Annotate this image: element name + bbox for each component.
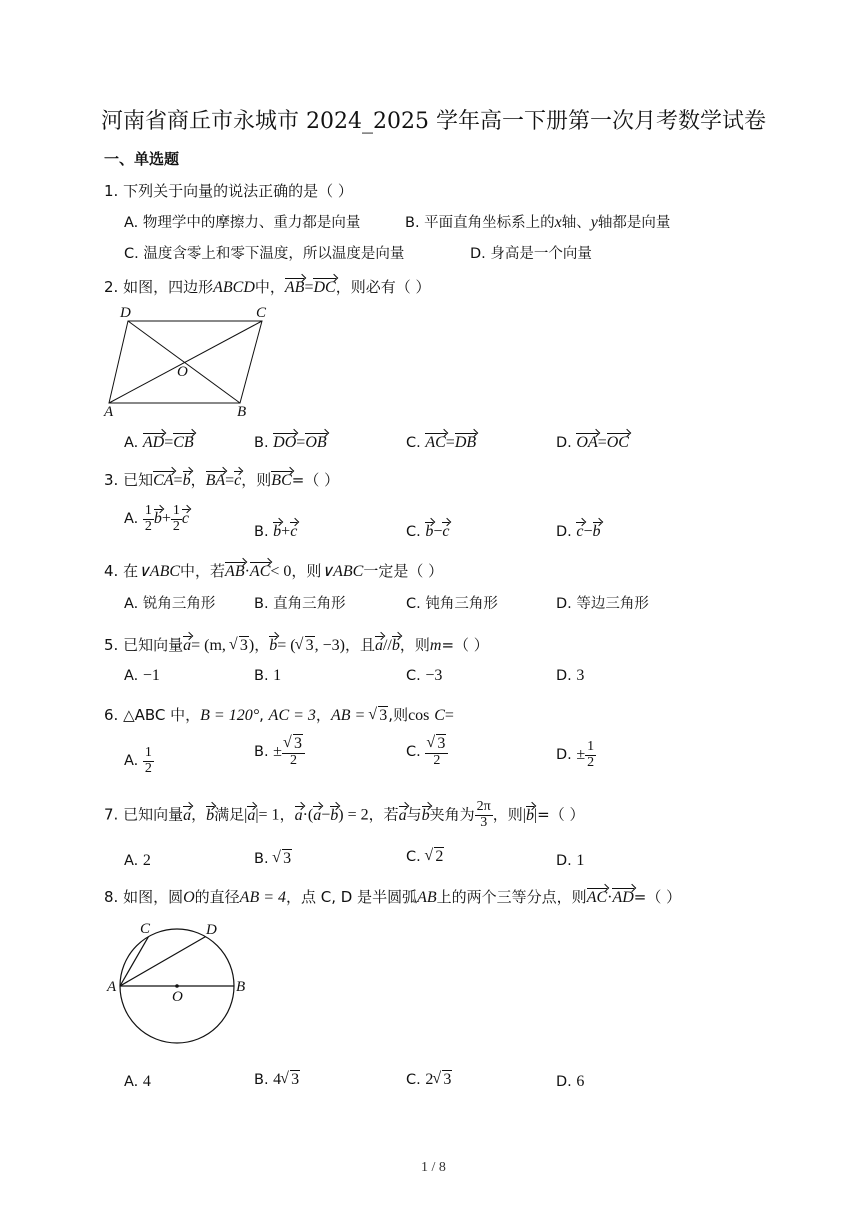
label-a: A: [104, 404, 114, 420]
q7-stem: 7. 已知向量a，b满足|a|= 1，a·(a−b) = 2，若a与b夹角为 $\frac{2\pi}{3}$ ，则|b|=（ ）: [104, 799, 585, 830]
circle-figure: [102, 918, 262, 1058]
q4-stem: 4. 在∨ABC中，若AB·AC< 0，则∨ABC一定是（ ）: [104, 562, 444, 580]
q8-option-c: C. 2√ 3: [406, 1071, 452, 1089]
diagonal-bd: [128, 321, 240, 403]
q6-option-c: C. √ $\frac{3}{2}$: [406, 736, 448, 768]
label-c: C: [256, 305, 267, 321]
q8-stem: 8. 如图，圆O的直径AB = 4，点 C, D 是半圆弧AB上的两个三等分点，则AC·AD=（ ）: [104, 888, 682, 906]
label-c: C: [140, 921, 151, 937]
label-o: O: [177, 364, 188, 380]
parallelogram-figure: [100, 302, 280, 420]
q3-option-b: B. b+c: [254, 523, 298, 540]
q2-option-c: C. AC=DB: [406, 434, 477, 451]
q8-option-d: D. 6: [556, 1073, 585, 1090]
section-heading: 一、单选题: [104, 150, 180, 168]
q7-option-d: D. 1: [556, 852, 585, 869]
label-o: O: [172, 989, 183, 1005]
q1-stem: 1. 下列关于向量的说法正确的是（ ）: [104, 182, 353, 200]
q6-option-d: D. ± $\frac{1}{2}$: [556, 739, 595, 770]
q1-option-d: D. 身高是一个向量: [470, 246, 592, 262]
q7-option-c: C. √ 2: [406, 848, 444, 866]
q3-option-a: A. $\frac{1}{2}$ b+ $\frac{1}{2}$ c: [124, 503, 190, 534]
q6-option-a: A. $\frac{1}{2}$: [124, 745, 152, 776]
q2-option-b: B. DO=OB: [254, 434, 327, 451]
q4-option-a: A. 锐角三角形: [124, 596, 216, 612]
q5-option-d: D. 3: [556, 667, 585, 684]
q6-option-b: B. ± √ $\frac{3}{2}$: [254, 736, 305, 768]
q7-option-b: B. √ 3: [254, 850, 292, 868]
chord-ac: [120, 937, 149, 986]
q5-option-b: B. 1: [254, 667, 282, 684]
q8-option-a: A. 4: [124, 1073, 151, 1090]
diagonal-ac: [109, 321, 262, 403]
q3-option-c: C. b−c: [406, 523, 450, 540]
exam-title: 河南省商丘市永城市 2024_2025 学年高一下册第一次月考数学试卷: [101, 109, 766, 134]
page-number: 1 / 8: [421, 1160, 446, 1175]
q7-option-a: A. 2: [124, 852, 151, 869]
q5-option-a: A. −1: [124, 667, 160, 684]
q3-stem: 3. 已知CA=b，BA=c，则BC=（ ）: [104, 471, 340, 489]
q4-option-c: C. 钝角三角形: [406, 596, 498, 612]
label-b: B: [237, 404, 247, 420]
q1-option-b: B. 平面直角坐标系上的x轴、y轴都是向量: [405, 214, 671, 231]
center-dot: [175, 984, 179, 988]
q4-option-b: B. 直角三角形: [254, 596, 346, 612]
q5-option-c: C. −3: [406, 667, 443, 684]
q3-option-d: D. c−b: [556, 523, 601, 540]
q1-option-a: A. 物理学中的摩擦力、重力都是向量: [124, 215, 361, 231]
q8-option-b: B. 4√ 3: [254, 1071, 300, 1089]
label-b: B: [236, 979, 246, 995]
label-d: D: [206, 922, 217, 938]
q5-stem: 5. 已知向量a= (m, √ 3)，b= (√ 3, −3)，且a//b，则m=（ ）: [104, 634, 489, 655]
q2-option-d: D. OA=OC: [556, 434, 629, 451]
q1-option-c: C. 温度含零上和零下温度，所以温度是向量: [124, 246, 405, 262]
q2-stem: 2. 如图，四边形ABCD中，AB=DC，则必有（ ）: [104, 278, 431, 296]
chord-ad: [120, 937, 206, 986]
q4-option-d: D. 等边三角形: [556, 596, 649, 612]
label-d: D: [120, 305, 131, 321]
q2-option-a: A. AD=CB: [124, 434, 194, 451]
label-a: A: [107, 979, 117, 995]
q6-stem: 6. △ABC 中，B = 120°, AC = 3，AB = √ 3,则cos C=: [104, 704, 454, 725]
